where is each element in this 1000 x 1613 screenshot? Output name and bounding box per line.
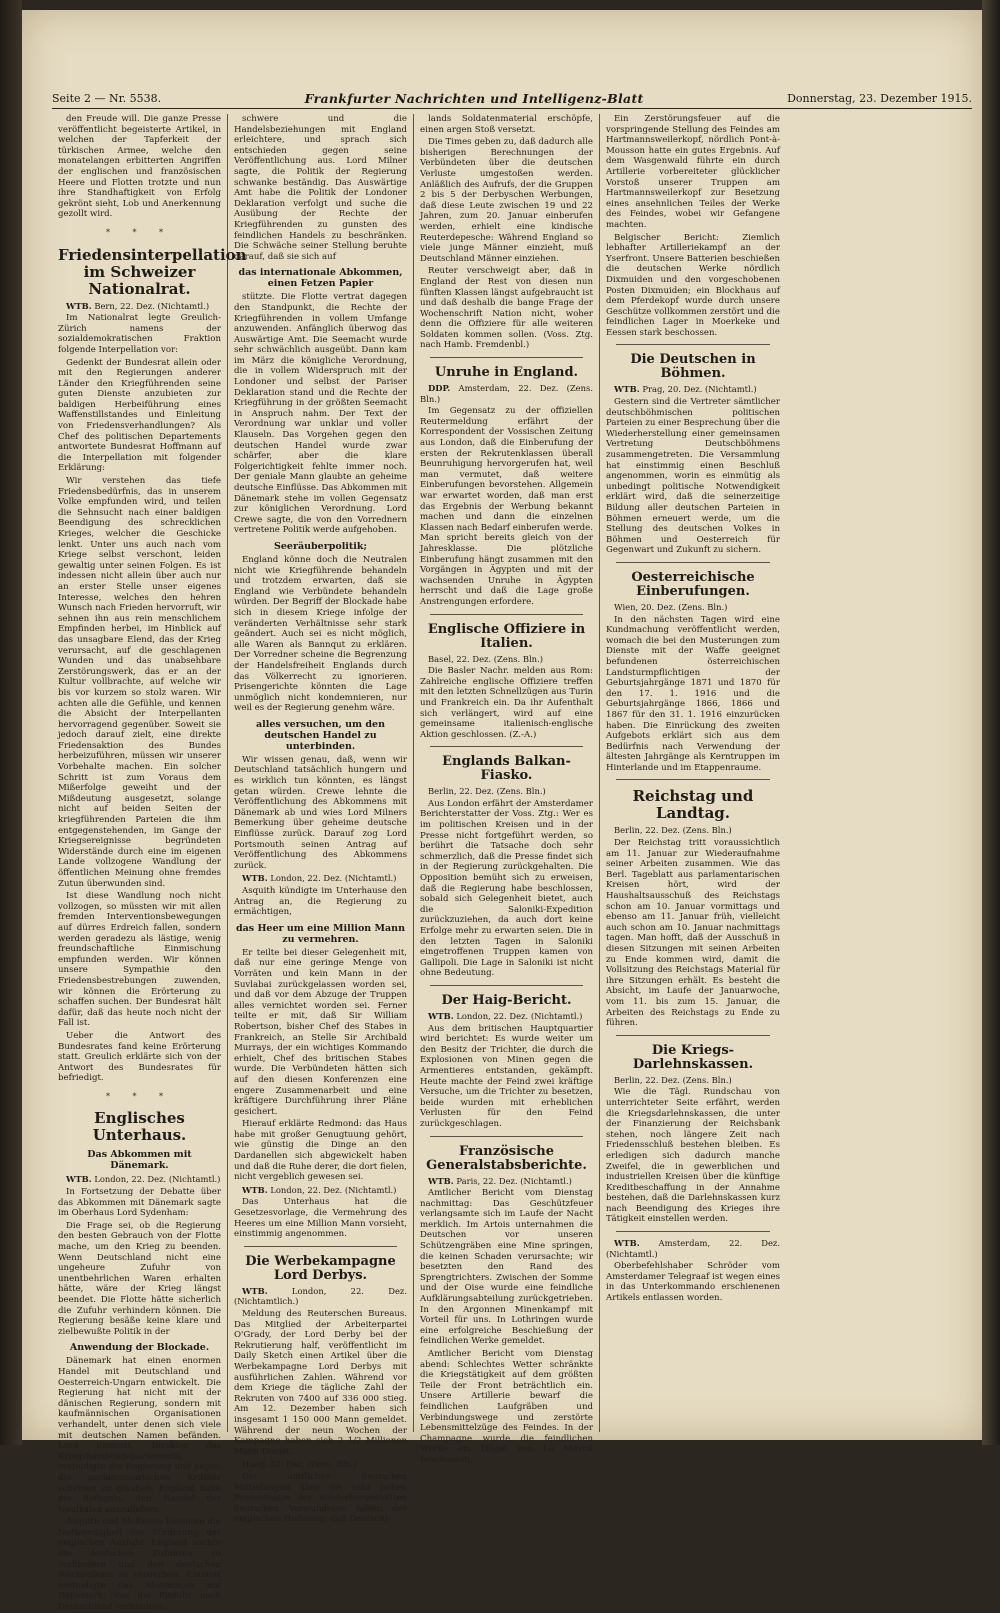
paragraph: Die Times geben zu, daß dadurch alle bisherigen Berechnungen der Verbündeten über die deutschen Verluste umgestoßen werden. Anläßlich des Aufrufs, der die Gruppen 2 bis 5 der Derbyschen Werbungen, daß diese Leute zwischen 19 und 22 Jahren, zum 20. Januar einberufen werden, erhielt eine kindische Reuterdepesche: Während England so viele junge Männer einzieht, muß Deutschland Männer einziehen. xyxy=(420,137,593,264)
subheadline: Das Abkommen mit Dänemark. xyxy=(87,1149,192,1172)
dateline: WTB. Paris, 22. Dez. (Nichtamtl.) xyxy=(428,1175,572,1186)
dateline: Basel, 22. Dez. (Zens. Bln.) xyxy=(428,653,544,664)
paragraph: Wie die Tägl. Rundschau von unterrichteter Seite erfährt, werden die Kriegsdarlehnskassen, die unter der Finanzierung der Reichsbank stehen, noch längere Zeit nach Friedensschluß bestehen bleiben. Es erledigen sich dadurch manche Zweifel, die in gewerblichen und industriellen Kreisen über die künftige Kreditbeschaffung in der Annahme bestehen, daß die Darlehnskassen kurz nach Beendigung des Krieges ihre Tätigkeit einstellen werden. xyxy=(606,1087,780,1225)
dateline: WTB. London, 22. Dez. (Nichtamtl.) xyxy=(428,1010,583,1021)
paragraph: Oberbefehlshaber Schröder vom Amsterdamer Telegraaf ist wegen eines in das Unterkommando erschienenen Artikels entlassen worden. xyxy=(606,1261,780,1304)
headline-reichstag-und-landtag: Reichstag und Landtag. xyxy=(632,787,754,823)
subheadline: Anwendung der Blockade. xyxy=(69,1342,210,1354)
paragraph: Asquith und McKenna betonten die Notwendigkeit der Förderung der englischen Ausfuhr. England suchte die deutschen Zufuhren zu verhindern und den deutschen Wechselkurs zu verderben. Emmott verteidigte das Abkommen mit Dänemark, das die Einfuhr nach Deutschland verhindere. xyxy=(58,1517,221,1613)
headline-deutschen-in-boehmen: Die Deutschen in Böhmen. xyxy=(630,352,756,382)
dateline: WTB. Amsterdam, 22. Dez. (Nichtamtl.) xyxy=(606,1238,780,1259)
headline-kriegs-darlehnskassen: Die Kriegs-Darlehnskassen. xyxy=(632,1042,754,1072)
divider xyxy=(430,1136,583,1137)
separator-stars: * * * xyxy=(105,1091,174,1101)
issue-date: Donnerstag, 23. Dezember 1915. xyxy=(787,91,972,105)
dateline: WTB. London, 22. Dez. (Nichtamtl.) xyxy=(242,1184,397,1195)
divider xyxy=(430,614,583,615)
dateline: WTB. London, 22. Dez. (Nichtamtl.) xyxy=(66,1174,221,1185)
headline-oesterreichische-einberufungen: Oesterreichische Einberufungen. xyxy=(631,569,755,599)
dateline: Haag, 22. Dez. (Zens. Bln.) xyxy=(242,1459,357,1470)
headline-werbekampagne: Die Werbekampagne Lord Derbys. xyxy=(245,1253,396,1283)
paragraph: Aus dem britischen Hauptquartier wird berichtet: Es wurde weiter um den Besitz der Trichter, die durch die Explosionen von Minen gegen die Armentieres entstanden, gekämpft. Heute machte der Feind zwei kräftige Versuche, um die Trichter zu besetzen, beide wurden mit erheblichen Verlusten für den Feind zurückgeschlagen. xyxy=(420,1023,593,1129)
paragraph: Amtlicher Bericht vom Dienstag abend: Schlechtes Wetter schränkte die Kriegstätigkeit auf dem größten Teile der Front beträchtlich ein. Unsere Artillerie bewarf die feindlichen Laufgräben und Verbindungswege und zerstörte Lebensmittelzüge des Feindes. In der Champagne wurde die feindlichen Werke am Hügel von Le Mesnil beschossen. xyxy=(420,1349,593,1465)
divider xyxy=(244,1246,397,1247)
paragraph: Das Unterhaus hat die Gesetzesvorlage, die Vermehrung des Heeres um eine Million Mann vorsieht, einstimmig angenommen. xyxy=(234,1197,407,1240)
divider xyxy=(616,562,770,563)
paragraph: Amtlicher Bericht vom Dienstag nachmittag: Das Geschützfeuer verlangsamte sich im Laufe der Nacht merklich. Im Artois unternahmen die Deutschen vor unseren Schützengräben eine Mine springen, die keinen Schaden verursachte; wir besetzten den Rand des Sprengtrichters. Zwischen der Somme und der Oise wurde eine feindliche Aufklärungsabteilung zurückgetrieben. In den Argonnen Minenkampf mit Vorteil für uns. In Lothringen wurde eine erfolgreiche Beschießung der feindlichen Werke gemeldet. xyxy=(420,1188,593,1347)
headline-englische-offiziere: Englische Offiziere in Italien. xyxy=(427,621,586,651)
paragraph: Die Frage sei, ob die Regierung den besten Gebrauch von der Flotte mache, um den Krieg zu beenden. Wenn Deutschland nicht eine ungeheure Zufuhr von unentbehrlichen Waren erhalten hätte, wäre der Krieg längst beendet. Die Flotte hätte sicherlich die Zufuhr verhindern können. Die Regierung besäße keine klare und zielbewußte Politik in der xyxy=(58,1220,221,1337)
column-4 xyxy=(600,114,786,1432)
paper-title: Frankfurter Nachrichten und Intelligenz-Blatt xyxy=(304,90,644,106)
dateline: Berlin, 22. Dez. (Zens. Bln.) xyxy=(614,825,732,836)
paragraph: Ein Zerstörungsfeuer auf die vorspringende Stellung des Feindes am Hartmannsweilerkopf, nördlich Pont-à-Mousson hatte ein gutes Ergebnis. Auf dem Wasgenwald führte ein durch Artillerie vorbereiteter glücklicher Vorstoß unserer Truppen am Hartmannsweilerkopf zur Besetzung eines ansehnlichen Teiles der Werke des Feindes, wobei wir Gefangene machten. xyxy=(606,114,780,230)
separator-stars: * * * xyxy=(105,227,174,237)
paragraph: Im Gegensatz zu der offiziellen Reutermeldung erfährt der Korrespondent der Vossischen Zeitung aus London, daß die Einberufung der ersten der Rekrutenklassen überall Beunruhigung hervorgerufen hat, weil man vermutet, daß weitere Einberufungen bevorstehen. Allgemein war erwartet worden, daß man erst das Ergebnis der Werbung bekannt machen und dann die einzelnen Klassen nach Bedarf einberufen werde. Man spricht bereits gleich von der Jahresklasse. Die plötzliche Einberufung hängt zusammen mit den Vorgängen in Ägypten und mit der wachsenden Unruhe in Ägypten herrscht und daß die Lage große Anstrengungen erfordere. xyxy=(420,406,593,607)
dateline: WTB. London, 22. Dez. (Nichtamtl.) xyxy=(242,873,397,884)
paragraph: Die amtlichen deutschen Mitteilungen über die sehr hohen Prozentsätze der wiederhergestellten deutschen Verwundeten haben der englischen Hoffnung, daß Deutschl- xyxy=(234,1471,407,1525)
divider xyxy=(616,1035,770,1036)
paragraph: Hierauf erklärte Redmond: das Haus habe mit großer Genugtuung gehört, wie günstig die Dinge an den Dardanellen sich abgewickelt haben und daß die Ruhe derer, die dort fielen, nicht vergeblich gewesen sei. xyxy=(234,1119,407,1183)
article-continuation: den Freude will. Die ganze Presse veröffentlicht begeisterte Artikel, in welchen der Tapferkeit der türkischen Armee, welche den monatelangen erbitterten Angriffen der englischen und französischen Heere und Flotten trotzte und nun ihre Standhaftigkeit von Erfolg gekrönt sieht, Lob und Anerkennung gezollt wird. xyxy=(58,114,221,220)
paragraph: Aus London erfährt der Amsterdamer Berichterstatter der Voss. Ztg.: Wer es im politischen Kreisen und in der Presse nicht fortgeführt werden, so berührt die Tatsache doch sehr schmerzlich, daß die Presse findet sich in der Regierung zurückgehalten. Die Opposition bemüht sich zu erweisen, daß die Regierung habe beschlossen, sobald sich Gelegenheit bietet, auch die Saloniki-Expedition zurückzuziehen, da auch dort keine Erfolge mehr zu erwarten seien. Die in den letzten Tagen in Saloniki eingetroffenen Truppen kamen von Gallipoli. Die Lage in Saloniki ist nicht ohne Bedeutung. xyxy=(420,798,593,979)
dateline: WTB. Bern, 22. Dez. (Nichtamtl.) xyxy=(66,300,210,311)
column-2 xyxy=(228,114,414,1525)
paragraph: Wir verstehen das tiefe Friedensbedürfnis, das in unserem Volke empfunden wird, und teilen die Sehnsucht nach einer baldigen Beendigung des schrecklichen Krieges, welcher die Geschicke lenkt. Unter uns auch nach vom Kriege selbst verschont, leiden gewaltig unter seinen Folgen. Es ist indessen nicht allein über auch nur an erster Stelle unser eigenes Interesse, welches den hehren Wunsch nach Frieden hervorruft, wir sehnen ihn aus rein menschlichem Empfinden herbei, im Hinblick auf das unsagbare Elend, das der Krieg verursacht, auf die geschlagenen Wunden und das unabsehbare Zerstörungswerk, das er an der Kultur vollbrachte, auf welche wir bis vor kurzem so stolz waren. Wir achten alle die Gefühle, und kennen die Absicht der Interpellanten hervorragend gegenüber. Soweit sie jedoch darauf zielt, eine direkte Friedensaktion des Bundes herbeizuführen, müssen wir unserer Vorbehalte machen. Ein solcher Schritt ist zum Voraus dem Mißerfolge geweiht und der Mißdeutung ausgesetzt, solange nicht auf beiden Seiten der kriegführenden Parteien die ihm entgegenstehenden, im Gange der Kriegsereignisse begründeten Widerstände durch eine im eigenen Lande vollzogene Wandlung der öffentlichen Meinung ohne fremdes Zutun überwunden sind. xyxy=(58,476,221,889)
dateline: DDP. Amsterdam, 22. Dez. (Zens. Bln.) xyxy=(420,383,593,404)
headline-unruhe-in-england: Unruhe in England. xyxy=(434,365,579,381)
dateline: Wien, 20. Dez. (Zens. Bln.) xyxy=(614,601,728,612)
paragraph: Belgischer Bericht: Ziemlich lebhafter Artilleriekampf an der Yserfront. Unsere Batterien beschießen die deutschen Werke nördlich Dixmuiden und den vorgeschobenen Posten Dixmuiden; ein Blockhaus auf dem Pferdekopf wurde durch unsere Geschütze vollkommen zerstört und die feindlichen Lager in Moerkeke und Eessen stark beschossen. xyxy=(606,232,780,338)
subheadline: das internationale Abkommen, einen Fetzen Papier xyxy=(238,267,403,290)
divider xyxy=(430,985,583,986)
newspaper-page xyxy=(22,10,982,1613)
scan-edge-left xyxy=(0,0,22,1445)
divider xyxy=(430,357,583,358)
headline-balkan-fiasko: Englands Balkan-Fiasko. xyxy=(442,754,571,784)
paragraph: Ueber die Antwort des Bundesrates fand keine Erörterung statt. Greulich erklärte sich von der Antwort des Bundesrates für befriedigt. xyxy=(58,1030,221,1084)
paragraph: Dänemark hat einen enormen Handel mit Deutschland und Oesterreich-Ungarn entwickelt. Die Regierung hat nicht mit der dänischen Regierung, sondern mit kaufmännischen Organisationen verhandelt, unter denen sich viele mit deutschen Namen befänden. Lord Emmott, Direktor des Kriegshandelsdepartements, verteidigte die Regierung und sagte: die parlamentarischen Kritiker scheinen zu glauben, England habe die Befugnis, den Handel der Neutralen auszuliefern. xyxy=(58,1356,221,1515)
paragraph: Gestern sind die Vertreter sämtlicher deutschböhmischen politischen Parteien zu einer Besprechung über die Wiederherstellung einer gemeinsamen Vertretung Deutschböhmens zusammengetreten. Die Versammlung hat einstimmig einen Beschluß angenommen, worin es einmütig als unbedingt politische Notwendigkeit erklärt wird, daß die seinerzeitige Bildung aller deutschen Parteien in Böhmen erneuert werde, um die Stellung des deutschen Volkes in Böhmen und Oesterreich für Gegenwart und Zukunft zu sichern. xyxy=(606,397,780,556)
masthead xyxy=(52,88,972,109)
paragraph: Im Nationalrat legte Greulich-Zürich namens der sozialdemokratischen Fraktion folgende Interpellation vor: xyxy=(58,313,221,355)
paragraph: Reuter verschweigt aber, daß in England der Rest von diesen nun fünften Klassen längst aufgebraucht ist und daß deshalb die bange Frage der Wochenschrift Nation nicht, woher denn die Offiziere für alle weiteren Soldaten kommen sollen. (Voss. Ztg. nach Hamb. Fremdenbl.) xyxy=(420,266,593,351)
headline-generalstabsberichte: Französische Generalstabsberichte. xyxy=(426,1143,587,1173)
paragraph: In Fortsetzung der Debatte über das Abkommen mit Dänemark sagte im Oberhaus Lord Sydenham: xyxy=(58,1187,221,1219)
paragraph: England könne doch die Neutralen nicht wie Kriegführende behandeln und trotzdem erwarten, daß sie England wie Verbündete behandeln würden. Der Begriff der Blockade habe sich in diesem Kriege infolge der veränderten Verhältnisse sehr stark geändert. Auch sei es nicht möglich, alle Waren als Bannqut zu erklären. Der Vorredner scheine die Begrenzung der Handelsfreiheit Englands durch das Völkerrecht zu ignorieren. Prisengerichte könnten die Lage unmöglich nicht kondemnieren, nur weil es der Regierung genehm wäre. xyxy=(234,554,407,714)
page-number: Seite 2 — Nr. 5538. xyxy=(52,91,162,105)
column-1 xyxy=(52,114,247,1613)
divider xyxy=(616,344,770,345)
paragraph: lands Soldatenmaterial erschöpfe, einen argen Stoß versetzt. xyxy=(420,114,593,135)
paragraph: Ist diese Wandlung noch nicht vollzogen, so müssten wir mit allen fremden Interventionsbewegungen auf dürres Erdreich fallen, sondern werden geradezu als lästige, wenig freundschaftliche Einmischung empfunden werden. Wir können unsere Sympathie den Friedensbestrebungen zuwenden, wir können die Erörterung zu schaffen suchen. Der Bundesrat hält dafür, daß das heute noch nicht der Fall ist. xyxy=(58,891,221,1029)
paragraph: stützte. Die Flotte vertrat dagegen den Standpunkt, die Rechte der Kriegführenden in vollem Umfange anzuwenden. Anfänglich überwog das Auswärtige Amt. Die Seemacht wurde sehr schwächlich ausgeübt. Dann kam im März die königliche Verordnung, die in vollem Widerspruch mit der Londoner und selbst der Pariser Deklaration stand und die Rechte der Kriegführung in der größten Seemacht in Anspruch nahm. Der Text der Verordnung war unklar und voller Klauseln. Das Vorgehen gegen den deutschen Handel wurde zwar schärfer, aber die klare Folgerichtigkeit fehlte immer noch. Der geniale Mann glaubte an geheime deutsche Einflüsse. Das Abkommen mit Dänemark stehe im vollen Gegensatz zur königlichen Verordnung. Lord Crewe sagte, die von den Vorrednern vertretene Politik werde aufgehoben. xyxy=(234,292,407,536)
paragraph: schwere und die Handelsbeziehungen mit England erleichtere, und sprach sich entschieden gegen seine Veröffentlichung aus. Lord Milner sagte, die Politik der Regierung schwanke beständig. Das Auswärtige Amt habe die Politik der Londoner Deklaration verfolgt und suche die Ausübung der Rechte der Kriegführenden zu gunsten des feindlichen Handels zu beschränken. Die Schwäche seiner Stellung beruhte darauf, daß sie sich auf xyxy=(234,114,407,262)
dateline: WTB. London, 22. Dez. (Nichtamtlich.) xyxy=(234,1285,407,1307)
divider xyxy=(616,1231,770,1232)
paragraph: Der Reichstag tritt voraussichtlich am 11. Januar zur Wiederaufnahme seiner Arbeiten zusammen. Wie das Berl. Tageblatt aus parlamentarischen Kreisen hört, wird der Haushaltsausschuß des Reichstags schon am 10. Januar vormittags und ebenso am 11. Januar früh, vielleicht auch schon am 10. Januar nachmittags tagen. Man hofft, daß der Ausschuß in diesen Sitzungen mit seinen Arbeiten zu Ende kommen wird, damit die Vollsitzung des Reichstags Material für ihre Sitzungen erhält. Es besteht die Absicht, im Laufe der Januarwoche, vom 11. bis zum 15. Januar, die Arbeiten des Reichstags zu Ende zu führen. xyxy=(606,838,780,1029)
divider xyxy=(616,779,770,780)
scan-edge-right xyxy=(982,0,1000,1445)
column-3 xyxy=(414,114,600,1465)
headline-friedensinterpellation: Friedensinterpellation im Schweizer Nationalrat. xyxy=(58,245,247,298)
dateline: WTB. Prag, 20. Dez. (Nichtamtl.) xyxy=(614,384,757,395)
subheadline: Seeräuberpolitik; xyxy=(274,540,367,552)
paragraph: In den nächsten Tagen wird eine Kundmachung veröffentlicht werden, womach die bei den Musterungen zum Dienste mit der Waffe geeignet befundenen österreichischen Landsturmpflichtigen der Geburtsjahrgänge 1871 und 1870 für den 17. 1. 1916 und die Geburtsjahrgänge 1866, 1866 und 1867 für den 31. 1. 1916 einzurücken haben. Die Einrückung des zweiten Aufgebots erklärt sich aus dem Bedürfnis nach Verwendung der ältesten Jahrgänge als Kerntruppen im Hinterlande und im Etappenraume. xyxy=(606,614,780,773)
columns xyxy=(52,114,972,1613)
divider xyxy=(430,746,583,747)
headline-haig-bericht: Der Haig-Bericht. xyxy=(441,992,572,1008)
dateline: Berlin, 22. Dez. (Zens. Bln.) xyxy=(428,786,546,797)
paragraph: Die Basler Nachr. melden aus Rom: Zahlreiche englische Offiziere treffen mit den letzten Schnellzügen aus Turin und Frankreich ein. Da ihr Aufenthalt sich verlängert, wird auf eine gemeinsame italienisch-englische Aktion geschlossen. (Z.-A.) xyxy=(420,666,593,740)
subheadline: das Heer um eine Million Mann zu vermehren. xyxy=(236,922,405,945)
paragraph: Er teilte bei dieser Gelegenheit mit, daß nur eine geringe Menge von Vorräten und kein Mann in der Suvlabai zurückgelassen worden sei, und daß vor dem Abzuge der Truppen alles vernichtet worden sei. Ferner teilte er mit, daß Sir William Robertson, bisher Chef des Stabes in Frankreich, an Stelle Sir Archibald Murrays, der ein wichtiges Kommando erhielt, Chef des britischen Stabes wurde. Die Verbündeten hätten sich auf den diesen Konferenzen eine engere Zusammenarbeit und eine kräftigere Durchführung ihrer Pläne gesichert. xyxy=(234,947,407,1117)
paragraph: Wir wissen genau, daß, wenn wir Deutschland tatsächlich hungern und es wirklich tun könnten, es längst getan würden. Crewe lehnte die Veröffentlichung des Abkommens mit Dänemark ab und wies Lord Milners Bemerkung über geheime deutsche Einflüsse zurück. Darauf zog Lord Portsmouth seinen Antrag auf Veröffentlichung des Abkommens zurück. xyxy=(234,754,407,871)
dateline: Berlin, 22. Dez. (Zens. Bln.) xyxy=(614,1074,732,1085)
headline-englisches-unterhaus: Englisches Unterhaus. xyxy=(92,1109,187,1145)
paragraph: Gedenkt der Bundesrat allein oder mit den Regierungen anderer Länder den Kriegführenden seine guten Dienste anzubieten zur baldigen Herbeiführung eines Waffenstillstandes und Einleitung von Friedensverhandlungen? Als Chef des politischen Departements antwortete Bundesrat Hoffmann auf die Interpellation mit folgender Erklärung: xyxy=(58,357,221,474)
subheadline: alles versuchen, um den deutschen Handel zu unterbinden. xyxy=(255,718,385,752)
paragraph: Asquith kündigte im Unterhause den Antrag an, die Regierung zu ermächtigen, xyxy=(234,886,407,918)
paragraph: Meldung des Reuterschen Bureaus. Das Mitglied der Arbeiterpartei O'Grady, der Lord Derby bei der Rekrutierung half, veröffentlicht im Daily Sketch einen Artikel über die Werbekampagne Lord Derbys mit ausführlichen Zahlen. Während vor dem Kriege die tägliche Zahl der Rekruten von 7400 auf 336 000 stieg. Am 12. Dezember haben sich insgesamt 1 150 000 Mann gemeldet. Während der neun Wochen der Kampagne haben sich 2 1/2 Millionen Mann Dienst. xyxy=(234,1309,407,1457)
